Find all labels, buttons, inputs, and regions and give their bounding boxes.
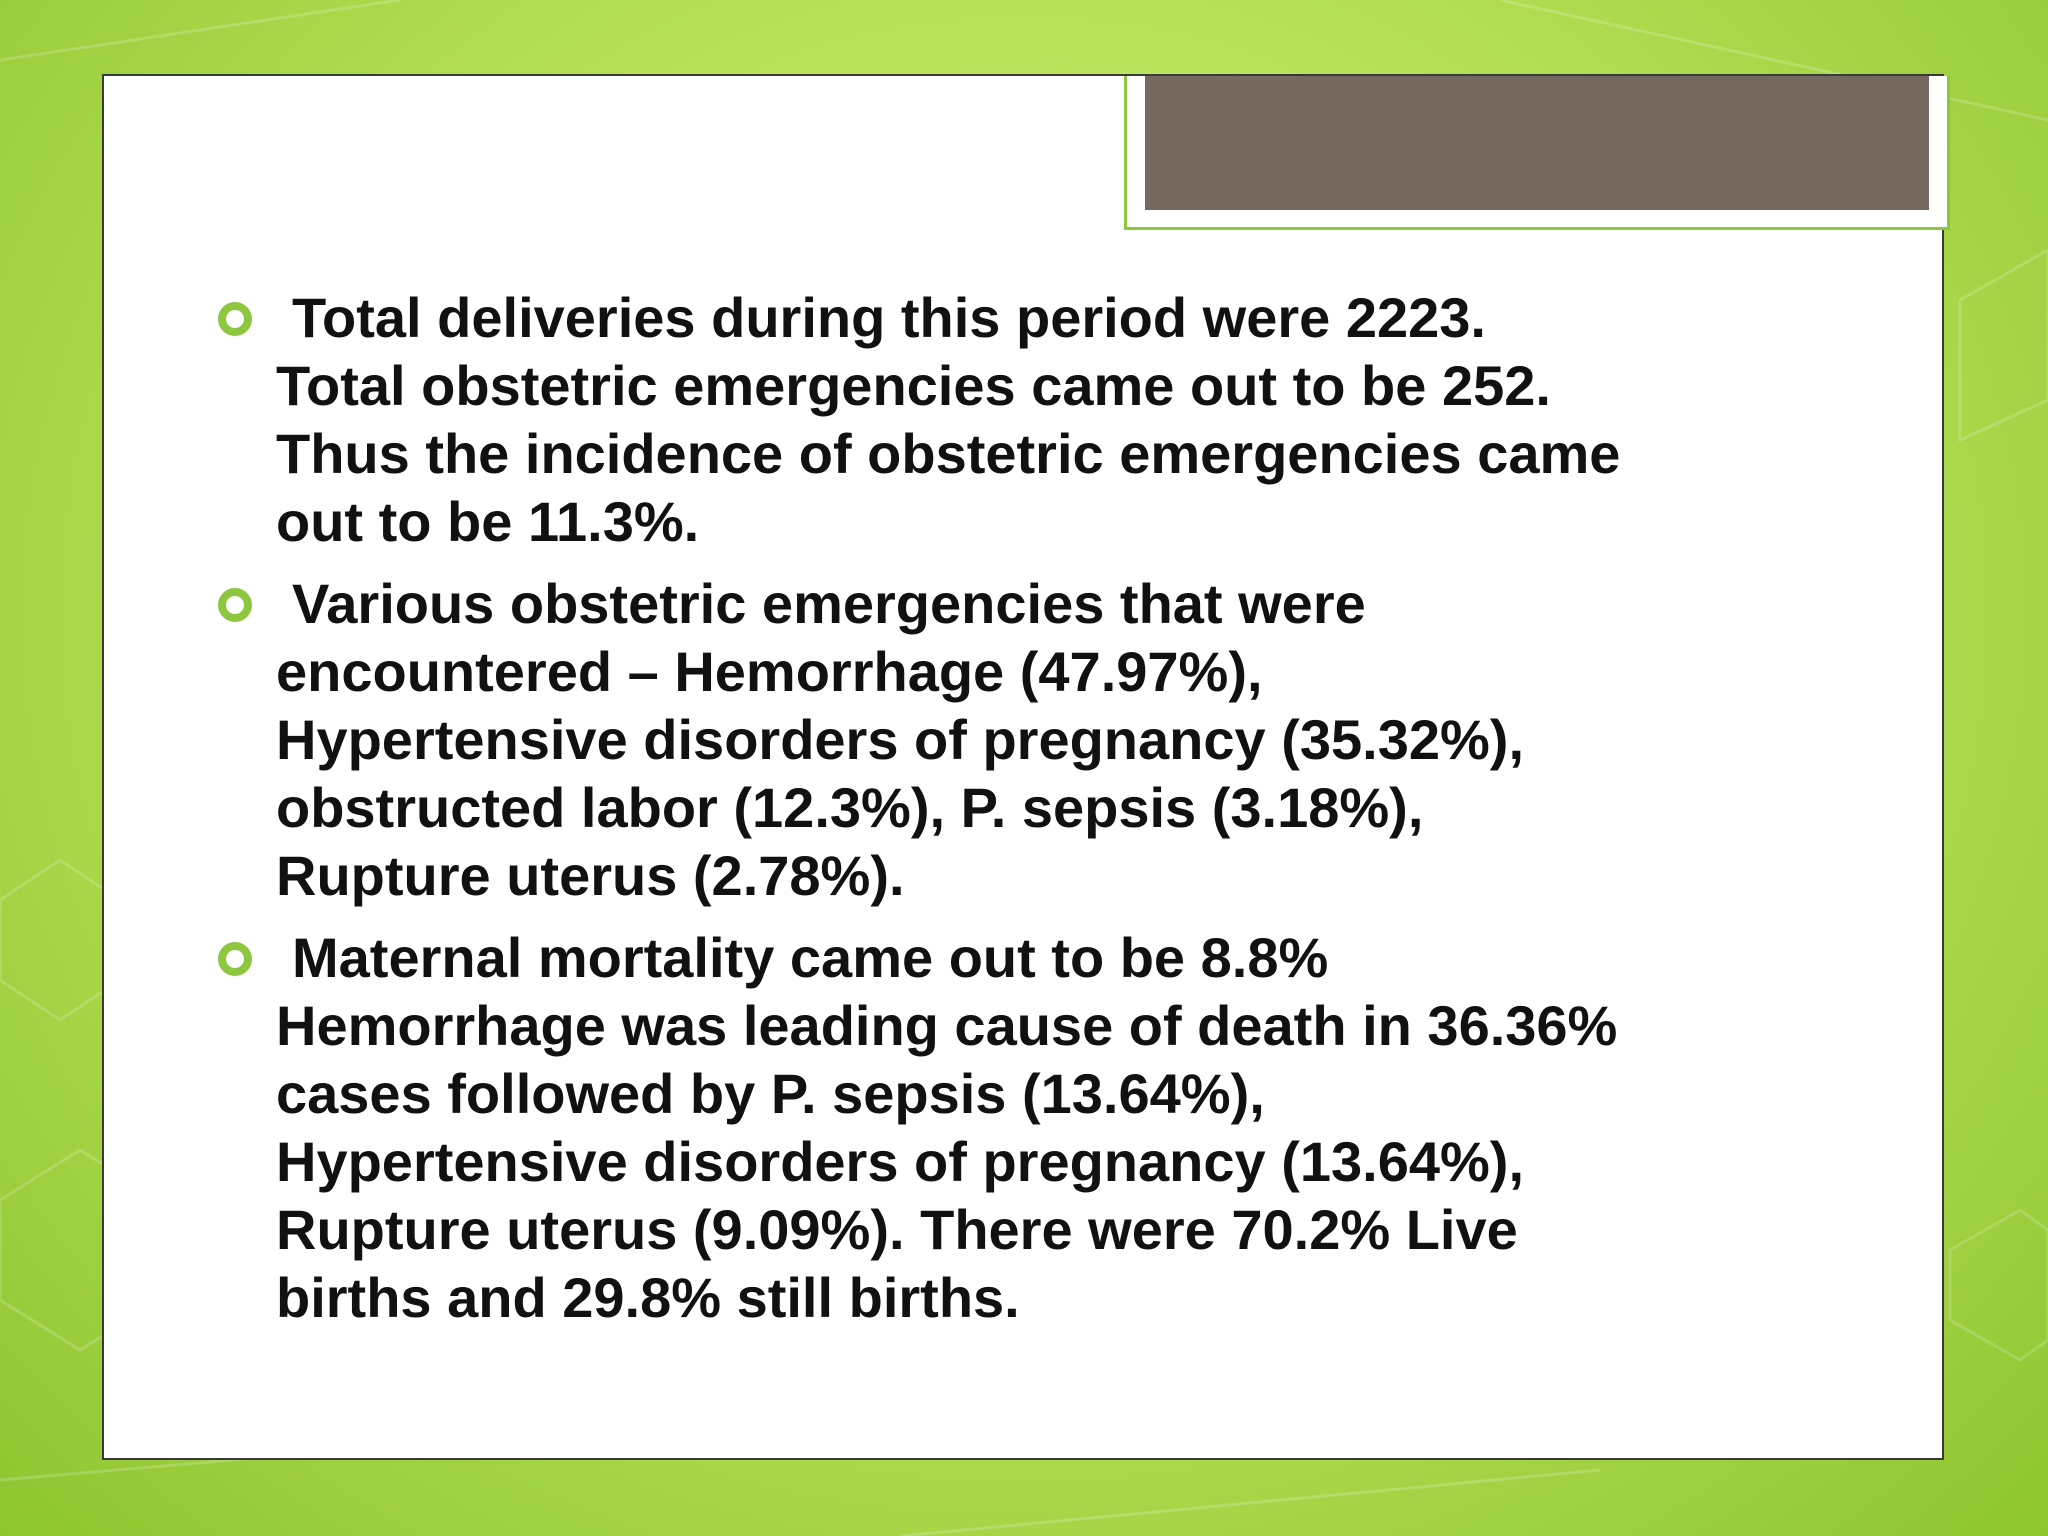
bullet-line: cases followed by P. sepsis (13.64%), [276, 1062, 1265, 1125]
bullet-line: Hemorrhage was leading cause of death in 36.36% [276, 994, 1618, 1057]
bullet-line: Total deliveries during this period were 2223. [292, 286, 1486, 349]
title-bar [1145, 76, 1929, 210]
bullet-circle-icon [218, 588, 252, 622]
bullet-line: Maternal mortality came out to be 8.8% [292, 926, 1329, 989]
bullet-line: out to be 11.3%. [276, 490, 700, 553]
bullet-item-mortality [210, 924, 1810, 1332]
bullet-line: births and 29.8% still births. [276, 1266, 1020, 1329]
title-placeholder [1124, 76, 1950, 230]
bullet-line: obstructed labor (12.3%), P. sepsis (3.18%), [276, 776, 1424, 839]
bullet-line: Hypertensive disorders of pregnancy (13.64%), [276, 1130, 1524, 1193]
bullet-line: Thus the incidence of obstetric emergencies came [276, 422, 1621, 485]
bullet-line: Rupture uterus (9.09%). There were 70.2% Live [276, 1198, 1518, 1261]
bullet-line: Rupture uterus (2.78%). [276, 844, 905, 907]
bullet-circle-icon [218, 302, 252, 336]
bullet-list [210, 284, 1810, 1346]
bullet-line: encountered – Hemorrhage (47.97%), [276, 640, 1263, 703]
bullet-item-deliveries [210, 284, 1810, 556]
bullet-line: Various obstetric emergencies that were [292, 572, 1366, 635]
bullet-line: Total obstetric emergencies came out to be 252. [276, 354, 1551, 417]
bullet-line: Hypertensive disorders of pregnancy (35.32%), [276, 708, 1524, 771]
bullet-circle-icon [218, 942, 252, 976]
bullet-item-emergencies [210, 570, 1810, 910]
